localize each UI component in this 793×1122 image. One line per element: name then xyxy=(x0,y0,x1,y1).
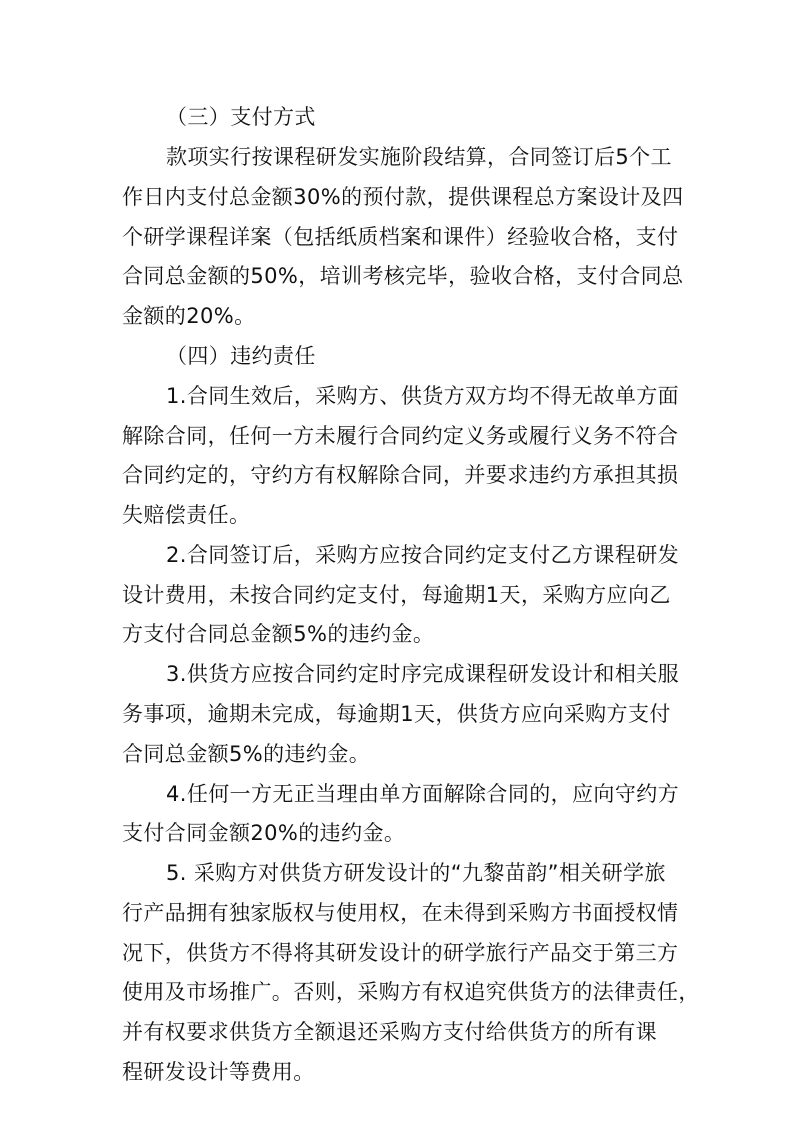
clause-line: 务事项，逾期未完成，每逾期1天，供货方应向采购方支付 xyxy=(122,702,671,726)
clause-line: 程研发设计等费用。 xyxy=(122,1060,315,1084)
section-heading-liability: （四）违约责任 xyxy=(166,344,316,368)
clause-line: 5. 采购方对供货方研发设计的“九黎苗韵”相关研学旅 xyxy=(166,861,666,885)
clause-line: 设计费用，未按合同约定支付，每逾期1天，采购方应向乙 xyxy=(122,583,671,607)
clause-line: 2.合同签订后，采购方应按合同约定支付乙方课程研发 xyxy=(166,543,680,567)
clause-line: 1.合同生效后，采购方、供货方双方均不得无故单方面 xyxy=(166,384,680,408)
clause-line: 合同总金额5%的违约金。 xyxy=(122,742,371,766)
clause-line: 使用及市场推广。否则，采购方有权追究供货方的法律责任， xyxy=(122,980,700,1004)
clause-line: 并有权要求供货方全额退还采购方支付给供货方的所有课 xyxy=(122,1020,657,1044)
clause-line: 合同约定的，守约方有权解除合同，并要求违约方承担其损 xyxy=(122,463,679,487)
paragraph-line: 个研学课程详案（包括纸质档案和课件）经验收合格，支付 xyxy=(122,225,679,249)
clause-line: 支付合同金额20%的违约金。 xyxy=(122,821,406,845)
section-heading-payment: （三）支付方式 xyxy=(166,105,316,129)
clause-line: 方支付合同总金额5%的违约金。 xyxy=(122,622,435,646)
paragraph-line: 金额的20%。 xyxy=(122,304,256,328)
clause-line: 况下，供货方不得将其研发设计的研学旅行产品交于第三方 xyxy=(122,941,679,965)
clause-line: 3.供货方应按合同约定时序完成课程研发设计和相关服 xyxy=(166,662,680,686)
paragraph-line: 作日内支付总金额30%的预付款，提供课程总方案设计及四 xyxy=(122,185,684,209)
paragraph-line: 合同总金额的50%，培训考核完毕，验收合格，支付合同总 xyxy=(122,264,684,288)
clause-line: 解除合同，任何一方未履行合同约定义务或履行义务不符合 xyxy=(122,424,679,448)
clause-line: 行产品拥有独家版权与使用权，在未得到采购方书面授权情 xyxy=(122,901,679,925)
paragraph-line: 款项实行按课程研发实施阶段结算，合同签订后5个工 xyxy=(166,145,672,169)
clause-line: 失赔偿责任。 xyxy=(122,503,251,527)
clause-line: 4.任何一方无正当理由单方面解除合同的，应向守约方 xyxy=(166,782,680,806)
